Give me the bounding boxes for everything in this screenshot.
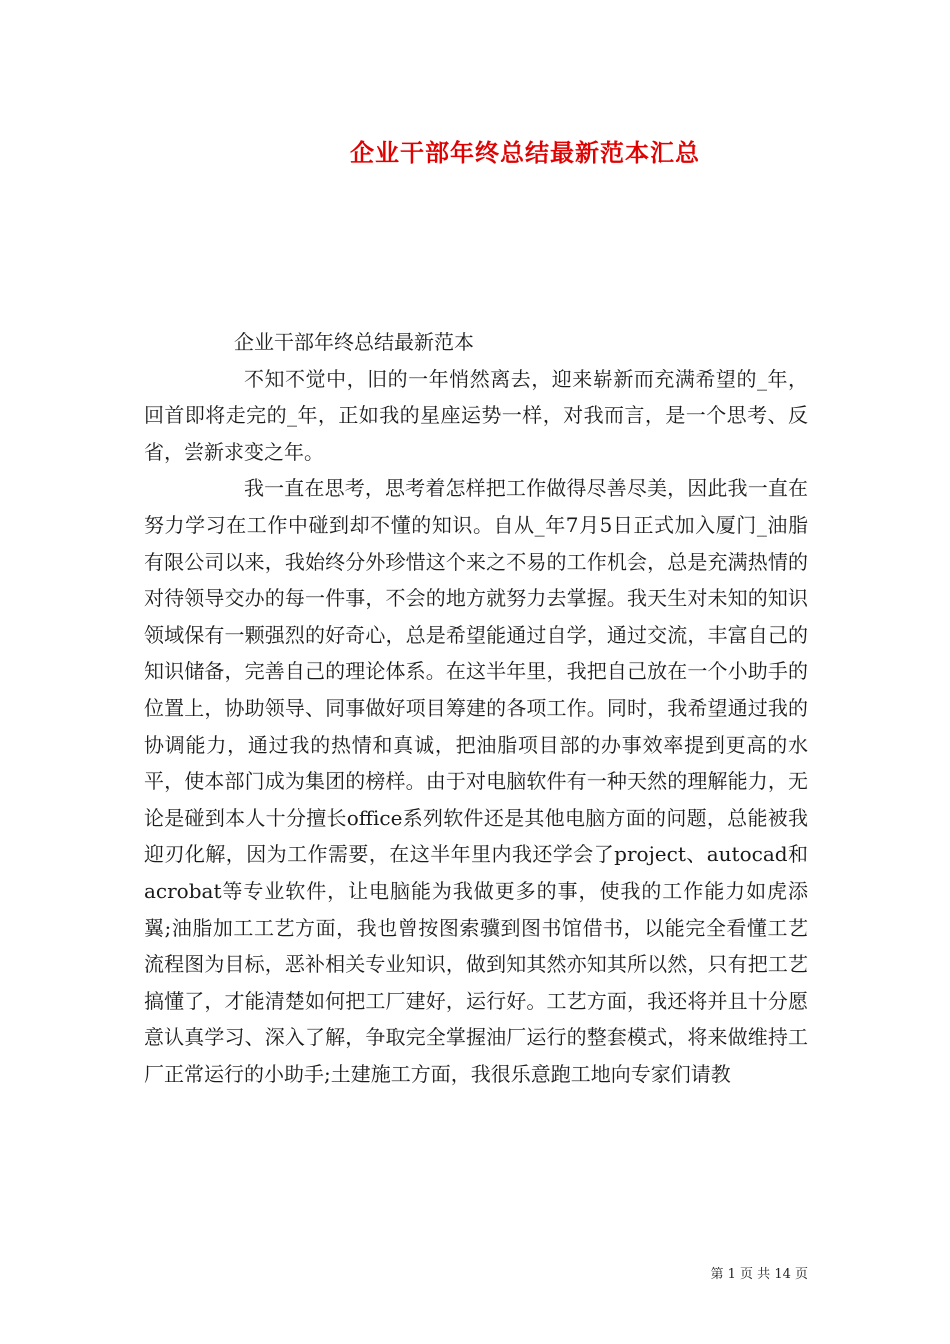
page-number: 第 1 页 共 14 页 (710, 1267, 808, 1282)
document-body (144, 324, 808, 1092)
document-subtitle: 企业干部年终总结最新范本 (234, 330, 474, 354)
paragraph-2: 我一直在思考，思考着怎样把工作做得尽善尽美，因此我一直在努力学习在工作中碰到却不懂的知识。自从_年7月5日正式加入厦门_油脂有限公司以来，我始终分外珍惜这个来之不易的工作机会，总是充满热情的对待领导交办的每一件事，不会的地方就努力去掌握。我天生对未知的知识领域保有一颗强烈的好奇心，总是希望能通过自学，通过交流，丰富自己的知识储备，完善自己的理论体系。在这半年里，我把自己放在一个小助手的位置上，协助领导、同事做好项目筹建的各项工作。同时，我希望通过我的协调能力，通过我的热情和真诚，把油脂项目部的办事效率提到更高的水平，使本部门成为集团的榜样。由于对电脑软件有一种天然的理解能力，无论是碰到本人十分擅长office系列软件还是其他电脑方面的问题，总能被我迎刃化解，因为工作需要，在这半年里内我还学会了project、autocad和acrobat等专业软件，让电脑能为我做更多的事，使我的工作能力如虎添翼;油脂加工工艺方面，我也曾按图索骥到图书馆借书，以能完全看懂工艺流程图为目标，恶补相关专业知识，做到知其然亦知其所以然，只有把工艺搞懂了，才能清楚如何把工厂建好，运行好。工艺方面，我还将并且十分愿意认真学习、深入了解，争取完全掌握油厂运行的整套模式，将来做维持工厂正常运行的小助手;土建施工方面，我很乐意跑工地向专家们请教 (144, 476, 808, 1086)
paragraph-1: 不知不觉中，旧的一年悄然离去，迎来崭新而充满希望的_年，回首即将走完的_年，正如我的星座运势一样，对我而言，是一个思考、反省，尝新求变之年。 (144, 366, 808, 464)
document-title: 企业干部年终总结最新范本汇总 (350, 138, 700, 167)
